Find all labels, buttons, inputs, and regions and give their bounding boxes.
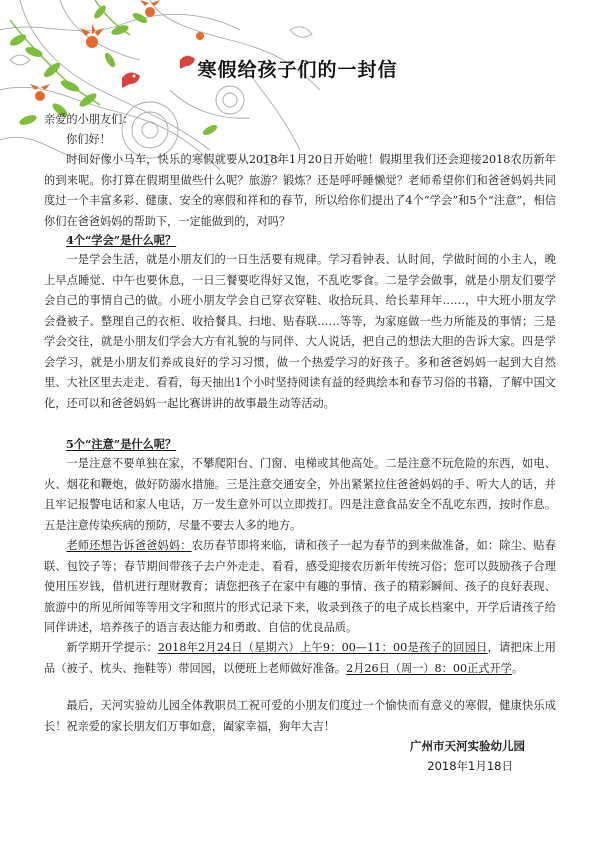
parents-label: 老师还想告诉爸爸妈妈：: [66, 539, 192, 552]
intro-paragraph: 时间好像小马车，快乐的寒假就要从2018年1月20日开始啦！假期里我们还会迎接2018农历新年的到来呢。你打算在假期里做些什么呢？旅游？锻炼？还是呼呼睡懒觉？老师希望你们和爸爸妈妈共同度过一个丰富多彩、健康、安全的寒假和祥和的春节，所以给你们提出了4个“学会”和5个“注意”，相信你们在爸爸妈妈的帮助下，一定能做到的，对吗？: [44, 153, 556, 228]
semester-label: 新学期开学提示：: [66, 641, 158, 654]
heading-five-notice: [66, 434, 578, 456]
school-start-date: 2月26日（周一）8：00正式开学: [346, 661, 512, 675]
semester-instructions: ，请把床上用品（被子、枕头、拖鞋等）带回园，以便班上老师做好准备。: [44, 641, 556, 675]
signature-date: 2018年1月18日: [427, 759, 513, 773]
closing-paragraph: 最后，天河实验幼儿园全体教职员工祝可爱的小朋友们度过一个愉快而有意义的寒假，健康快乐成长！祝亲爱的家长朋友们万事如意，阖家幸福，狗年大吉！: [44, 699, 556, 733]
heading-four-learn: [66, 230, 578, 252]
salutation: 亲爱的小朋友们：: [44, 113, 134, 126]
signature-organization: 广州市天河实验幼儿园: [410, 739, 525, 753]
parents-text: 农历春节即将来临，请和孩子一起为春节的到来做准备，如：除尘、贴春联、包饺子等；春节期间带孩子去户外走走、看看，感受迎接农历新年传统习俗；您可以鼓励孩子合理使用压岁钱，借机进行理财教育；请您把孩子在家中有趣的事情、孩子的精彩瞬间、孩子的良好表现、旅游中的所见所闻等等用文字和照片的形式记录下来，收录到孩子的电子成长档案中，开学后请孩子给同伴讲述，培养孩子的语言表达能力和勇敢、自信的优良品质。: [44, 539, 556, 634]
semester-end-mark: 。: [511, 661, 524, 675]
semester-paragraph: [44, 638, 556, 679]
learn-paragraph: 一是学会生活，就是小朋友们的一日生活要有规律。学习看钟表、认时间，学做时间的小主人，晚上早点睡觉、中午也要休息，一日三餐要吃得好又饱，不乱吃零食。二是学会做事，就是小朋友们要学会自己的事情自己的做。小班小朋友学会自己穿衣穿鞋、收拾玩具、给长辈拜年……，中大班小朋友学会叠被子、整理自己的衣柜、收拾餐具、扫地、贴春联……等等，为家庭做一些力所能及的事情；三是学会交往，就是小朋友们学会大方有礼貌的与同伴、大人说话，把自己的想法大胆的告诉大家。四是学会学习，就是小朋友们养成良好的学习习惯，做一个热爱学习的好孩子。多和爸爸妈妈一起到大自然里、大社区里去走走、看看，每天抽出1个小时坚持阅读有益的经典绘本和春节习俗的书籍，了解中国文化，还可以和爸爸妈妈一起比赛讲讲的故事最生动等活动。: [44, 253, 556, 410]
return-day-date: 2018年2月24日（星期六）上午9：00—11：00是孩子的回园日: [157, 641, 488, 654]
notice-paragraph: 一是注意不要单独在家，不攀爬阳台、门窗、电梯或其他高处。二是注意不玩危险的东西，如电、火、烟花和鞭炮，做好防溺水措施。三是注意交通安全，外出紧紧拉住爸爸妈妈的手、听大人的话，并且牢记报警电话和家人电话，万一发生意外可以立即拨打。四是注意食品安全不乱吃东西，按时作息。五是注意传染疾病的预防，尽量不要去人多的地方。: [44, 457, 556, 532]
heading-five-notice-text: 5个“注意”是什么呢？: [66, 437, 177, 451]
greeting: 你们好！: [66, 133, 111, 146]
heading-four-learn-text: 4个“学会”是什么呢？: [66, 233, 177, 247]
page-title: 寒假给孩子们的一封信: [197, 59, 398, 81]
parents-paragraph: [44, 536, 556, 639]
